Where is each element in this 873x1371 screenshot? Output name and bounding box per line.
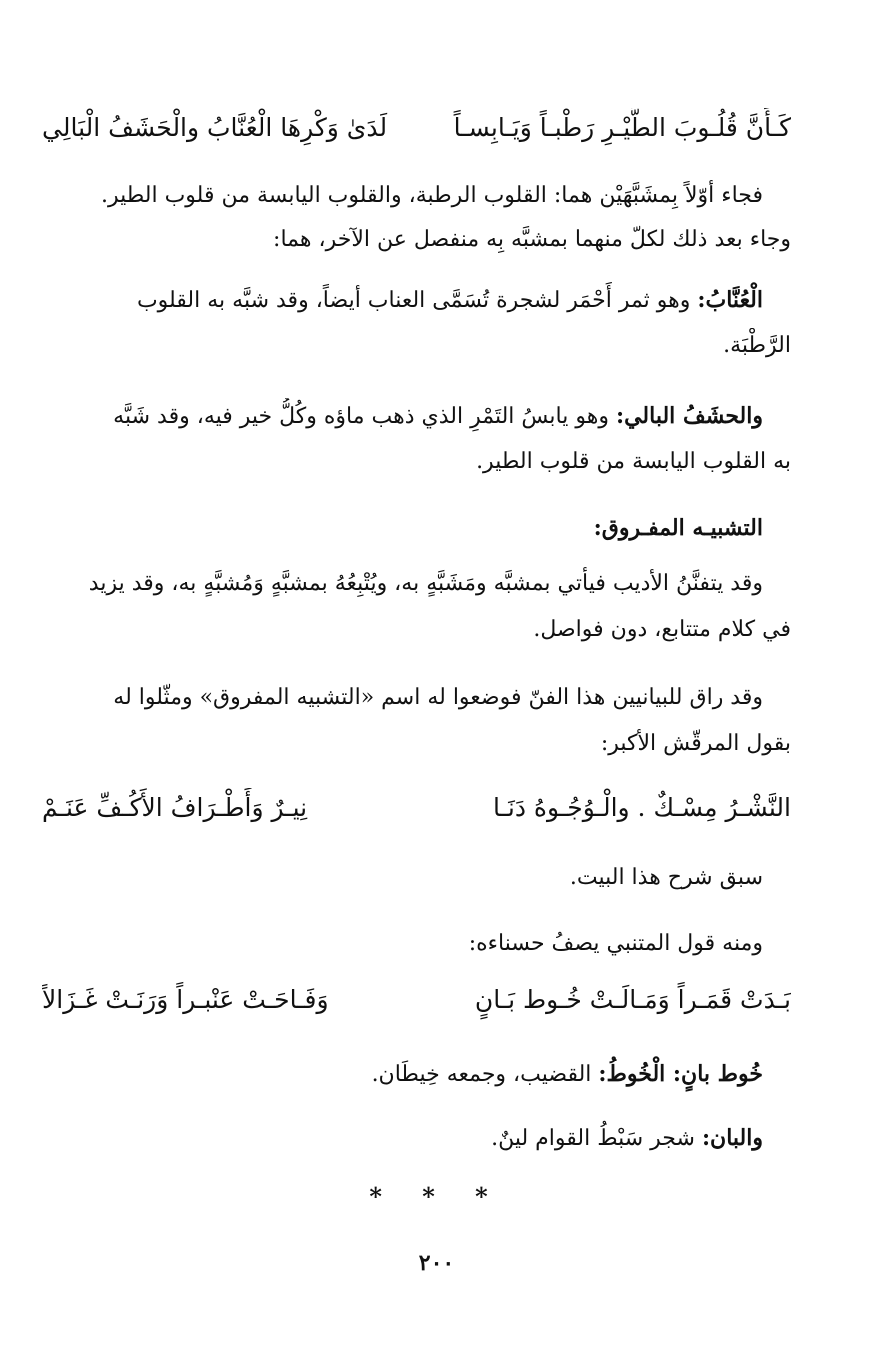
gloss-2-term: والبان: (701, 1125, 763, 1151)
verse-1-first-hemistich: كَـأَنَّ قُلُـوبَ الطَّيْـرِ رَطْبـاً وَيَـابِسـاً (453, 113, 791, 142)
paragraph-1-line-2: وجاء بعد ذلك لكلّ منهما بمشبَّه بِه منفصل عن الآخر، هما: (273, 227, 791, 252)
term-anab: الْعُنَّابُ: (697, 287, 763, 313)
paragraph-4-line-1: وقد يتفنَّنُ الأديب فيأتي بمشبَّه ومَشَبَّهٍ به، ويُتْبِعُهُ بمشبَّهٍ وَمُشبَّهٍ به، وقد يزيد (88, 571, 763, 596)
paragraph-4-line-2: في كلام متتابع، دون فواصل. (533, 617, 791, 642)
paragraph-5-line-1: وقد راق للبيانيين هذا الفنّ فوضعوا له اسم «التشبيه المفروق» ومثّلوا له (113, 685, 763, 710)
term-hashaf: والحشَفُ البالي: (615, 403, 763, 429)
paragraph-2-line-1 (42, 282, 763, 319)
definition-hashaf: وهو يابسُ التَمْرِ الذي ذهب ماؤه وكُلُّ خير فيه، وقد شَبَّه (113, 404, 609, 429)
paragraph-1-line-1: فجاء أوّلاً بِمشَبَّهَيْن هما: القلوب الرطبة، والقلوب اليابسة من قلوب الطير. (100, 183, 763, 208)
verse-1-second-hemistich: لَدَىٰ وَكْرِهَا الْعُنَّابُ والْحَشَفُ الْبَالِي (42, 113, 388, 142)
section-heading: التشبيـه المفـروق: (593, 515, 763, 541)
section-separator: * * * (369, 1182, 504, 1211)
gloss-1-text: القضيب، وجمعه خِيطَان. (371, 1062, 592, 1087)
paragraph-3-line-1 (42, 398, 763, 435)
verse-3-first-hemistich: بَـدَتْ قَمَـراً وَمَـالَـتْ خُـوط بَـانٍ (474, 985, 791, 1014)
gloss-2 (42, 1120, 763, 1157)
gloss-1 (42, 1056, 763, 1093)
gloss-2-text: شجر سَبْطُ القوام لينٌ. (491, 1126, 695, 1151)
gloss-1-term: خُوط بانٍ: الْخُوطُ: (598, 1061, 763, 1087)
paragraph-7: ومنه قول المتنبي يصفُ حسناءه: (468, 931, 763, 956)
verse-2-first-hemistich: النَّشْـرُ مِسْـكٌ . والْـوُجُـوهُ دَنَـا (492, 793, 791, 822)
paragraph-5-line-2: بقول المرقّش الأكبر: (600, 731, 791, 756)
paragraph-6: سبق شرح هذا البيت. (569, 865, 763, 890)
page-number: ٢٠٠ (418, 1250, 455, 1276)
paragraph-2-line-2: الرَّطْبَة. (723, 333, 791, 358)
definition-anab: وهو ثمر أَحْمَر لشجرة تُسَمَّى العناب أيضاً، وقد شبَّه به القلوب (136, 288, 691, 313)
verse-3-second-hemistich: وَفَـاحَـتْ عَنْبـراً وَرَنَـتْ غَـزَالاً (42, 985, 329, 1014)
paragraph-3-line-2: به القلوب اليابسة من قلوب الطير. (476, 449, 791, 474)
verse-2-second-hemistich: نِيـرٌ وَأَطْـرَافُ الأَكُـفِّ عَنَـمْ (42, 793, 308, 822)
